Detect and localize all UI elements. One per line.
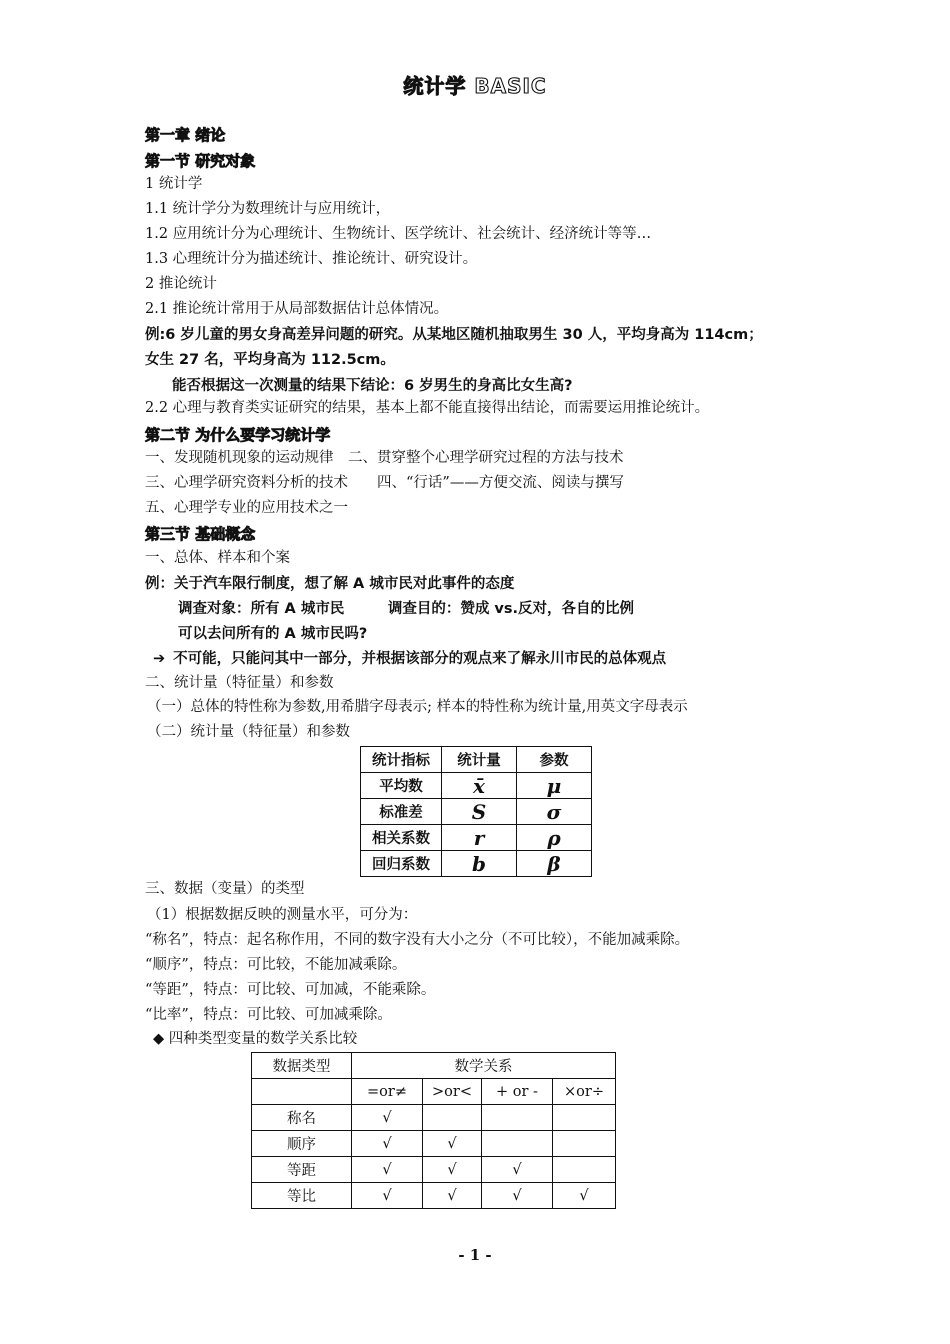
statistic-symbol: S [442, 799, 517, 825]
example-line: 例：关于汽车限行制度，想了解 A 城市民对此事件的态度 [145, 576, 515, 592]
table-row [252, 1105, 616, 1131]
check-cell [482, 1131, 553, 1157]
text-line: 1.1 统计学分为数理统计与应用统计， [145, 201, 391, 217]
check-cell: √ [482, 1157, 553, 1183]
check-cell [553, 1131, 616, 1157]
table-cell [252, 1079, 352, 1105]
table-cell: 等比 [252, 1183, 352, 1209]
text-line: 五、心理学专业的应用技术之一 [145, 500, 348, 516]
arrow-right-icon: ➔ [153, 651, 166, 667]
text-line: 1.3 心理统计分为描述统计、推论统计、研究设计。 [145, 251, 478, 267]
text-line: 一、发现随机现象的运动规律 二、贯穿整个心理学研究过程的方法与技术 [145, 450, 624, 466]
check-cell: √ [352, 1183, 423, 1209]
text-line: 2.1 推论统计常用于从局部数据估计总体情况。 [145, 301, 449, 317]
table-cell: 称名 [252, 1105, 352, 1131]
statistic-parameter-table [360, 746, 592, 877]
check-cell [553, 1105, 616, 1131]
text-line: ◆ 四种类型变量的数学关系比较 [153, 1031, 358, 1047]
check-cell: √ [553, 1183, 616, 1209]
table-header-row [252, 1053, 616, 1079]
text-line: 1 统计学 [145, 176, 203, 192]
example-line: 例:6 岁儿童的男女身高差异问题的研究。从某地区随机抽取男生 30 人，平均身高为 114cm； [145, 327, 763, 343]
table-header: 数学关系 [352, 1053, 616, 1079]
check-cell: √ [423, 1131, 482, 1157]
operator-header: >or< [423, 1079, 482, 1105]
operator-header: ×or÷ [553, 1079, 616, 1105]
conclusion-text: 不可能，只能问其中一部分，并根据该部分的观点来了解永川市民的总体观点 [173, 651, 667, 667]
check-cell [482, 1105, 553, 1131]
table-cell: 平均数 [361, 773, 442, 799]
chapter-heading: 第一章 绪论 [145, 126, 226, 144]
parameter-symbol: ρ [517, 825, 592, 851]
section-heading-3: 第三节 基础概念 [145, 525, 256, 543]
page-number: - 1 - [458, 1246, 492, 1264]
text-line: “比率”，特点：可比较、可加减乘除。 [145, 1007, 392, 1023]
check-cell: √ [352, 1131, 423, 1157]
table-row [252, 1183, 616, 1209]
text-line: （1）根据数据反映的测量水平，可分为： [147, 907, 418, 923]
table-cell: 标准差 [361, 799, 442, 825]
text-line: 2.2 心理与教育类实证研究的结果，基本上都不能直接得出结论，而需要运用推论统计。 [145, 400, 710, 416]
table-row [361, 851, 592, 877]
check-cell: √ [352, 1157, 423, 1183]
operator-header: =or≠ [352, 1079, 423, 1105]
table-header-row [361, 747, 592, 773]
statistic-symbol: b [442, 851, 517, 877]
data-type-comparison-table [251, 1052, 616, 1209]
text-line: 三、数据（变量）的类型 [145, 881, 305, 897]
example-line: 可以去问所有的 A 城市民吗? [178, 626, 368, 642]
check-cell: √ [482, 1183, 553, 1209]
section-heading-1: 第一节 研究对象 [145, 152, 256, 170]
table-row [361, 773, 592, 799]
parameter-symbol: μ [517, 773, 592, 799]
table-cell: 等距 [252, 1157, 352, 1183]
example-conclusion [153, 649, 666, 669]
table-header: 统计量 [442, 747, 517, 773]
text-line: 二、统计量（特征量）和参数 [145, 675, 334, 691]
table-row [361, 799, 592, 825]
section-heading-2: 第二节 为什么要学习统计学 [145, 426, 331, 444]
text-line: “顺序”，特点：可比较，不能加减乘除。 [145, 957, 407, 973]
text-line: 一、总体、样本和个案 [145, 550, 290, 566]
parameter-symbol: σ [517, 799, 592, 825]
check-cell: √ [423, 1183, 482, 1209]
statistic-symbol: r [442, 825, 517, 851]
operator-header: + or - [482, 1079, 553, 1105]
check-cell [423, 1105, 482, 1131]
table-header: 统计指标 [361, 747, 442, 773]
check-cell [553, 1157, 616, 1183]
text-line: （二）统计量（特征量）和参数 [147, 724, 350, 740]
parameter-symbol: β [517, 851, 592, 877]
text-line: 2 推论统计 [145, 276, 217, 292]
example-line: 女生 27 名，平均身高为 112.5cm。 [145, 352, 395, 368]
text-line: 1.2 应用统计分为心理统计、生物统计、医学统计、社会统计、经济统计等等… [145, 226, 652, 242]
table-row [361, 825, 592, 851]
table-row [252, 1131, 616, 1157]
table-header: 数据类型 [252, 1053, 352, 1079]
text-line: “称名”，特点：起名称作用，不同的数字没有大小之分（不可比较），不能加减乘除。 [145, 932, 690, 948]
text-line: “等距”，特点：可比较、可加减，不能乘除。 [145, 982, 436, 998]
example-line: 调查对象：所有 A 城市民 调查目的：赞成 vs.反对，各自的比例 [178, 601, 634, 617]
table-cell: 顺序 [252, 1131, 352, 1157]
table-subheader-row [252, 1079, 616, 1105]
check-cell: √ [423, 1157, 482, 1183]
example-question: 能否根据这一次测量的结果下结论：6 岁男生的身高比女生高? [172, 378, 573, 394]
table-cell: 回归系数 [361, 851, 442, 877]
check-cell: √ [352, 1105, 423, 1131]
statistic-symbol: x̄ [442, 773, 517, 799]
table-cell: 相关系数 [361, 825, 442, 851]
text-line: （一）总体的特性称为参数,用希腊字母表示; 样本的特性称为统计量,用英文字母表示 [147, 699, 688, 715]
page-title: 统计学 BASIC [403, 74, 547, 98]
table-header: 参数 [517, 747, 592, 773]
table-row [252, 1157, 616, 1183]
text-line: 三、心理学研究资料分析的技术 四、“行话”——方便交流、阅读与撰写 [145, 475, 624, 491]
